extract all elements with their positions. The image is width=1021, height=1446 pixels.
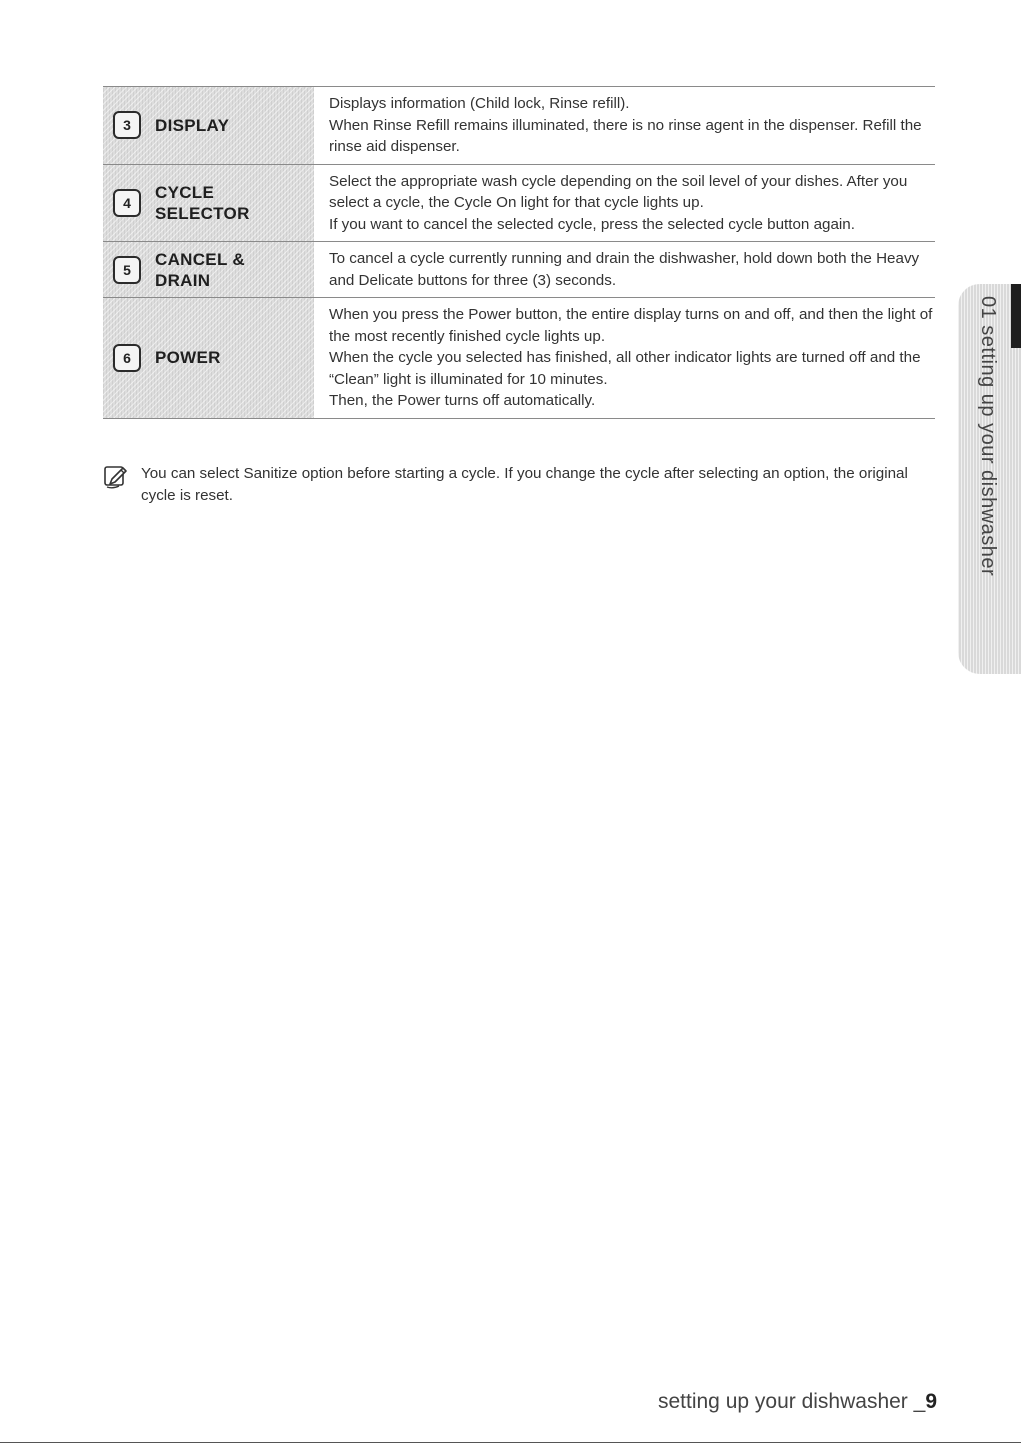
chapter-tab-label: 01 setting up your dishwasher xyxy=(977,296,999,577)
feature-table xyxy=(103,86,935,419)
bottom-divider xyxy=(0,1442,1021,1443)
description-paragraph: Then, the Power turns off automatically. xyxy=(329,392,596,409)
feature-row-cancel-drain xyxy=(103,242,935,298)
page-footer xyxy=(658,1390,937,1414)
description-paragraph: Select the appropriate wash cycle depending on the soil level of your dishes. After you select a cycle, the Cycle On light for that cycle lights up. xyxy=(329,172,908,211)
feature-label-cell xyxy=(103,165,314,242)
feature-description xyxy=(314,87,935,164)
description-paragraph: If you want to cancel the selected cycle, press the selected cycle button again. xyxy=(329,215,855,233)
feature-name-line: CANCEL & xyxy=(155,249,245,269)
feature-description xyxy=(314,165,935,242)
feature-row-display xyxy=(103,86,935,165)
description-paragraph: When Rinse Refill remains illuminated, there is no rinse agent in the dispenser. Refill the rinse aid dispenser. xyxy=(329,116,922,155)
description-paragraph: When the cycle you selected has finished, all other indicator lights are turned off and the “Clean” light is illuminated for 10 minutes. xyxy=(329,349,921,388)
feature-name-line: DISPLAY xyxy=(155,115,230,135)
note-block xyxy=(103,463,938,507)
feature-row-power xyxy=(103,298,935,419)
feature-number-badge: 6 xyxy=(113,344,141,372)
feature-description xyxy=(314,242,935,297)
feature-row-cycle-selector xyxy=(103,165,935,243)
feature-name-line: CYCLE xyxy=(155,182,215,202)
description-paragraph: When you press the Power button, the entire display turns on and off, and then the light of the most recently finished cycle lights up. xyxy=(329,306,933,345)
chapter-side-tab xyxy=(958,284,1021,674)
note-pencil-icon xyxy=(103,465,129,491)
feature-description xyxy=(314,298,935,418)
feature-number-badge: 4 xyxy=(113,189,141,217)
description-paragraph: Displays information (Child lock, Rinse refill). xyxy=(329,95,630,112)
feature-label-cell xyxy=(103,87,314,164)
feature-number-badge: 3 xyxy=(113,111,141,139)
feature-name xyxy=(155,115,229,136)
feature-name-line: SELECTOR xyxy=(155,203,250,223)
feature-name xyxy=(155,347,221,368)
feature-label-cell xyxy=(103,242,314,297)
feature-name-line: DRAIN xyxy=(155,270,211,290)
feature-number-badge: 5 xyxy=(113,256,141,284)
feature-name xyxy=(155,249,245,291)
feature-label-cell xyxy=(103,298,314,418)
description-paragraph: To cancel a cycle currently running and drain the dishwasher, hold down both the Heavy and Delicate buttons for three (3) seconds. xyxy=(329,250,920,289)
feature-name-line: POWER xyxy=(155,348,221,368)
page-number: 9 xyxy=(925,1390,937,1413)
note-text: You can select Sanitize option before starting a cycle. If you change the cycle after selecting an option, the original cycle is reset. xyxy=(141,465,908,504)
footer-section-title: setting up your dishwasher _ xyxy=(657,1390,926,1413)
chapter-marker xyxy=(1011,284,1021,348)
feature-name xyxy=(155,182,250,224)
